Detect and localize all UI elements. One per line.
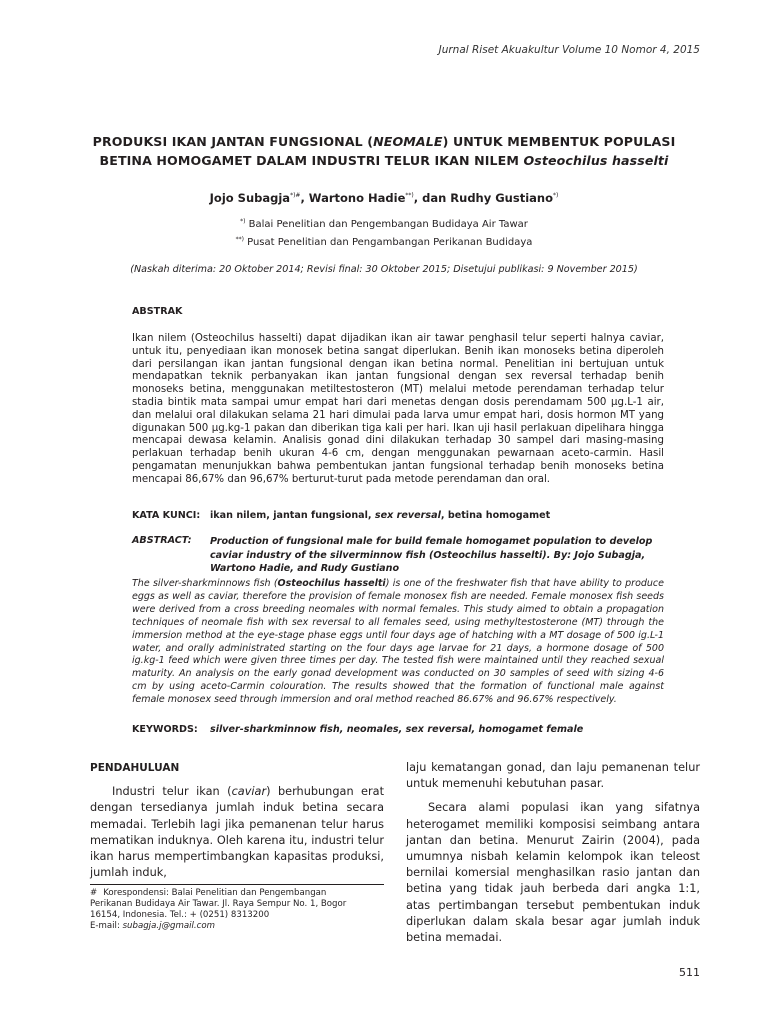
footnote — [90, 888, 384, 932]
affiliation-1 — [90, 218, 678, 230]
abstract-en-title: Production of fungsional male for build female homogamet population to develop caviar industry of the silverminnow fish (Osteochilus hasselti). By: Jojo Subagja, Wartono Hadie, and Rudy Gustiano — [210, 536, 653, 574]
affiliation-1-sup: *) — [240, 218, 246, 225]
left-column — [90, 760, 384, 881]
kata-kunci-pre: ikan nilem, jantan fungsional, — [210, 510, 375, 521]
author-1-sup: *)# — [290, 192, 301, 199]
author-2: , Wartono Hadie — [300, 191, 406, 205]
kata-kunci-value — [210, 510, 664, 521]
intro-p1-post: ) berhubungan erat dengan tersedianya jumlah induk betina secara memadai. Terlebih lagi jika pemanenan telur harus mematikan induknya. Oleh karena itu, industri telur ikan harus mempertimbangkan kapasitas produksi, jumlah induk, — [90, 785, 384, 880]
footnote-mark: # — [90, 888, 98, 898]
footnote-line-1: Korespondensi: Balai Penelitian dan Pengembangan — [103, 888, 327, 898]
author-3-sup: *) — [553, 192, 559, 199]
title-line2-pre: BETINA HOMOGAMET DALAM INDUSTRI TELUR IKAN NILEM — [99, 153, 524, 168]
intro-paragraph-2: Secara alami populasi ikan yang sifatnya heterogamet memiliki komposisi seimbang antara jantan dan betina. Menurut Zairin (2004), pada umumnya nisbah kelamin kelompok ikan teleost bernilai komersial menghasilkan rasio jantan dan betina yang tidak jauh berbeda dari angka 1:1, atas pertimbangan tersebut pembentukan induk diperlukan dalam skala besar agar jumlah induk betina memadai. — [406, 801, 700, 945]
footnote-email[interactable]: subagja.j@gmail.com — [122, 921, 215, 931]
abstrak-heading: ABSTRAK — [132, 306, 183, 317]
affiliation-2-sup: **) — [235, 236, 244, 243]
running-head: Jurnal Riset Akuakultur Volume 10 Nomor 4, 2015 — [438, 44, 700, 56]
title-line1-italic: NEOMALE — [373, 134, 443, 149]
footnote-line-2: Perikanan Budidaya Air Tawar. Jl. Raya Sempur No. 1, Bogor — [90, 899, 347, 909]
author-2-sup: **) — [405, 192, 414, 199]
abstract-en-body — [132, 578, 664, 707]
abstract-body-post: ) is one of the freshwater fish that have ability to produce eggs as well as caviar, therefore the provision of female monosex fish are needed. Female monosex fish seeds were derived from a cross breeding neomales with normal females. This study aimed to obtain a propagation techniques of neomale fish with sex reversal to all females seed, using methyltestosterone (MT) through the immersion method at the eye-stage phase eggs until four days age of hatching with a MT dosage of 500 ig.L-1 water, and orally administrated starting on the four days age larvae for 21 days, a hormone dosage of 500 ig.kg-1 feed which were given three times per day. The tested fish were maintained until they reached sexual maturity. An analysis on the early gonad development was conducted on 30 samples of seed with sizing 4-6 cm by using aceto-Carmin colouration. The results showed that the formation of functional male against female monosex seed through immersion and oral method reached 86.67% and 96.67% respectively. — [132, 578, 665, 706]
kata-kunci-post: , betina homogamet — [440, 510, 551, 521]
footnote-email-label: E-mail: — [90, 921, 120, 931]
affiliation-2-text: Pusat Penelitian dan Pengambangan Perikanan Budidaya — [247, 237, 533, 248]
abstract-body-pre: The silver-sharkminnows fish ( — [132, 578, 278, 589]
author-3: , dan Rudhy Gustiano — [413, 191, 553, 205]
keywords-row — [132, 724, 664, 735]
submission-dates: (Naskah diterima: 20 Oktober 2014; Revisi final: 30 Oktober 2015; Disetujui publikasi: 9 November 2015) — [130, 264, 638, 275]
title-line2-italic: Osteochilus hasselti — [523, 153, 669, 168]
article-title — [90, 132, 678, 170]
footnote-line-3: 16154, Indonesia. Tel.: + (0251) 8313200 — [90, 910, 270, 920]
intro-paragraph-1 — [90, 784, 384, 881]
keywords-value: silver-sharkminnow fish, neomales, sex reversal, homogamet female — [210, 724, 584, 735]
affiliation-1-text: Balai Penelitian dan Pengembangan Budidaya Air Tawar — [248, 219, 528, 230]
intro-p1-pre: Industri telur ikan ( — [112, 785, 232, 799]
page-number: 511 — [679, 966, 700, 979]
author-1: Jojo Subagja — [209, 191, 291, 205]
author-list — [90, 191, 678, 205]
abstract-en-title-row — [132, 535, 664, 576]
footnote-rule — [90, 884, 384, 885]
title-line1-pre: PRODUKSI IKAN JANTAN FUNGSIONAL ( — [92, 134, 374, 149]
kata-kunci-row — [132, 510, 664, 521]
kata-kunci-italic: sex reversal — [374, 510, 441, 521]
abstrak-body: Ikan nilem (Osteochilus hasselti) dapat dijadikan ikan air tawar penghasil telur seperti halnya caviar, untuk itu, penyediaan ikan monosek betina sangat diperlukan. Benih ikan monoseks betina diperoleh dari persilangan ikan jantan fungsional dengan ikan betina normal. Penelitian ini bertujuan untuk mendapatkan teknik perbanyakan ikan jantan fungsional dengan sex reversal terhadap benih monoseks betina, menggunakan metiltestosteron (MT) melalui metode perendaman terhadap telur stadia bintik mata sampai umur empat hari dari menetas dengan dosis perendamam 500 µg.L-1 air, dan melalui oral dilakukan selama 21 hari dimulai pada larva umur empat hari, dosis hormon MT yang digunakan 500 µg.kg-1 pakan dan diberikan tiga kali per hari. Ikan uji hasil perlakuan dipelihara hingga mencapai dewasa kelamin. Analisis gonad dini dilakukan terhadap 30 sampel dari masing-masing perlakuan terhadap benih ukuran 4-6 cm, dengan menggunakan pewarnaan aceto-carmin. Hasil pengamatan menunjukkan bahwa pembentukan jantan fungsional terhadap benih monoseks betina mencapai 86,67% dan 96,67% berturut-turut pada metode perendaman dan oral. — [132, 333, 664, 485]
kata-kunci-label: KATA KUNCI: — [132, 510, 201, 521]
affiliation-2 — [90, 236, 678, 248]
intro-p1-italic: caviar — [231, 785, 267, 799]
abstract-en-label: ABSTRACT: — [132, 535, 192, 546]
intro-paragraph-continued: laju kematangan gonad, dan laju pemanenan telur untuk memenuhi kebutuhan pasar. — [406, 761, 700, 791]
right-column — [406, 760, 700, 946]
keywords-label: KEYWORDS: — [132, 724, 198, 735]
section-heading-pendahuluan: PENDAHULUAN — [90, 762, 180, 774]
title-line1-post: ) UNTUK MEMBENTUK POPULASI — [442, 134, 676, 149]
abstract-body-bold: Osteochilus hasselti — [277, 578, 386, 589]
